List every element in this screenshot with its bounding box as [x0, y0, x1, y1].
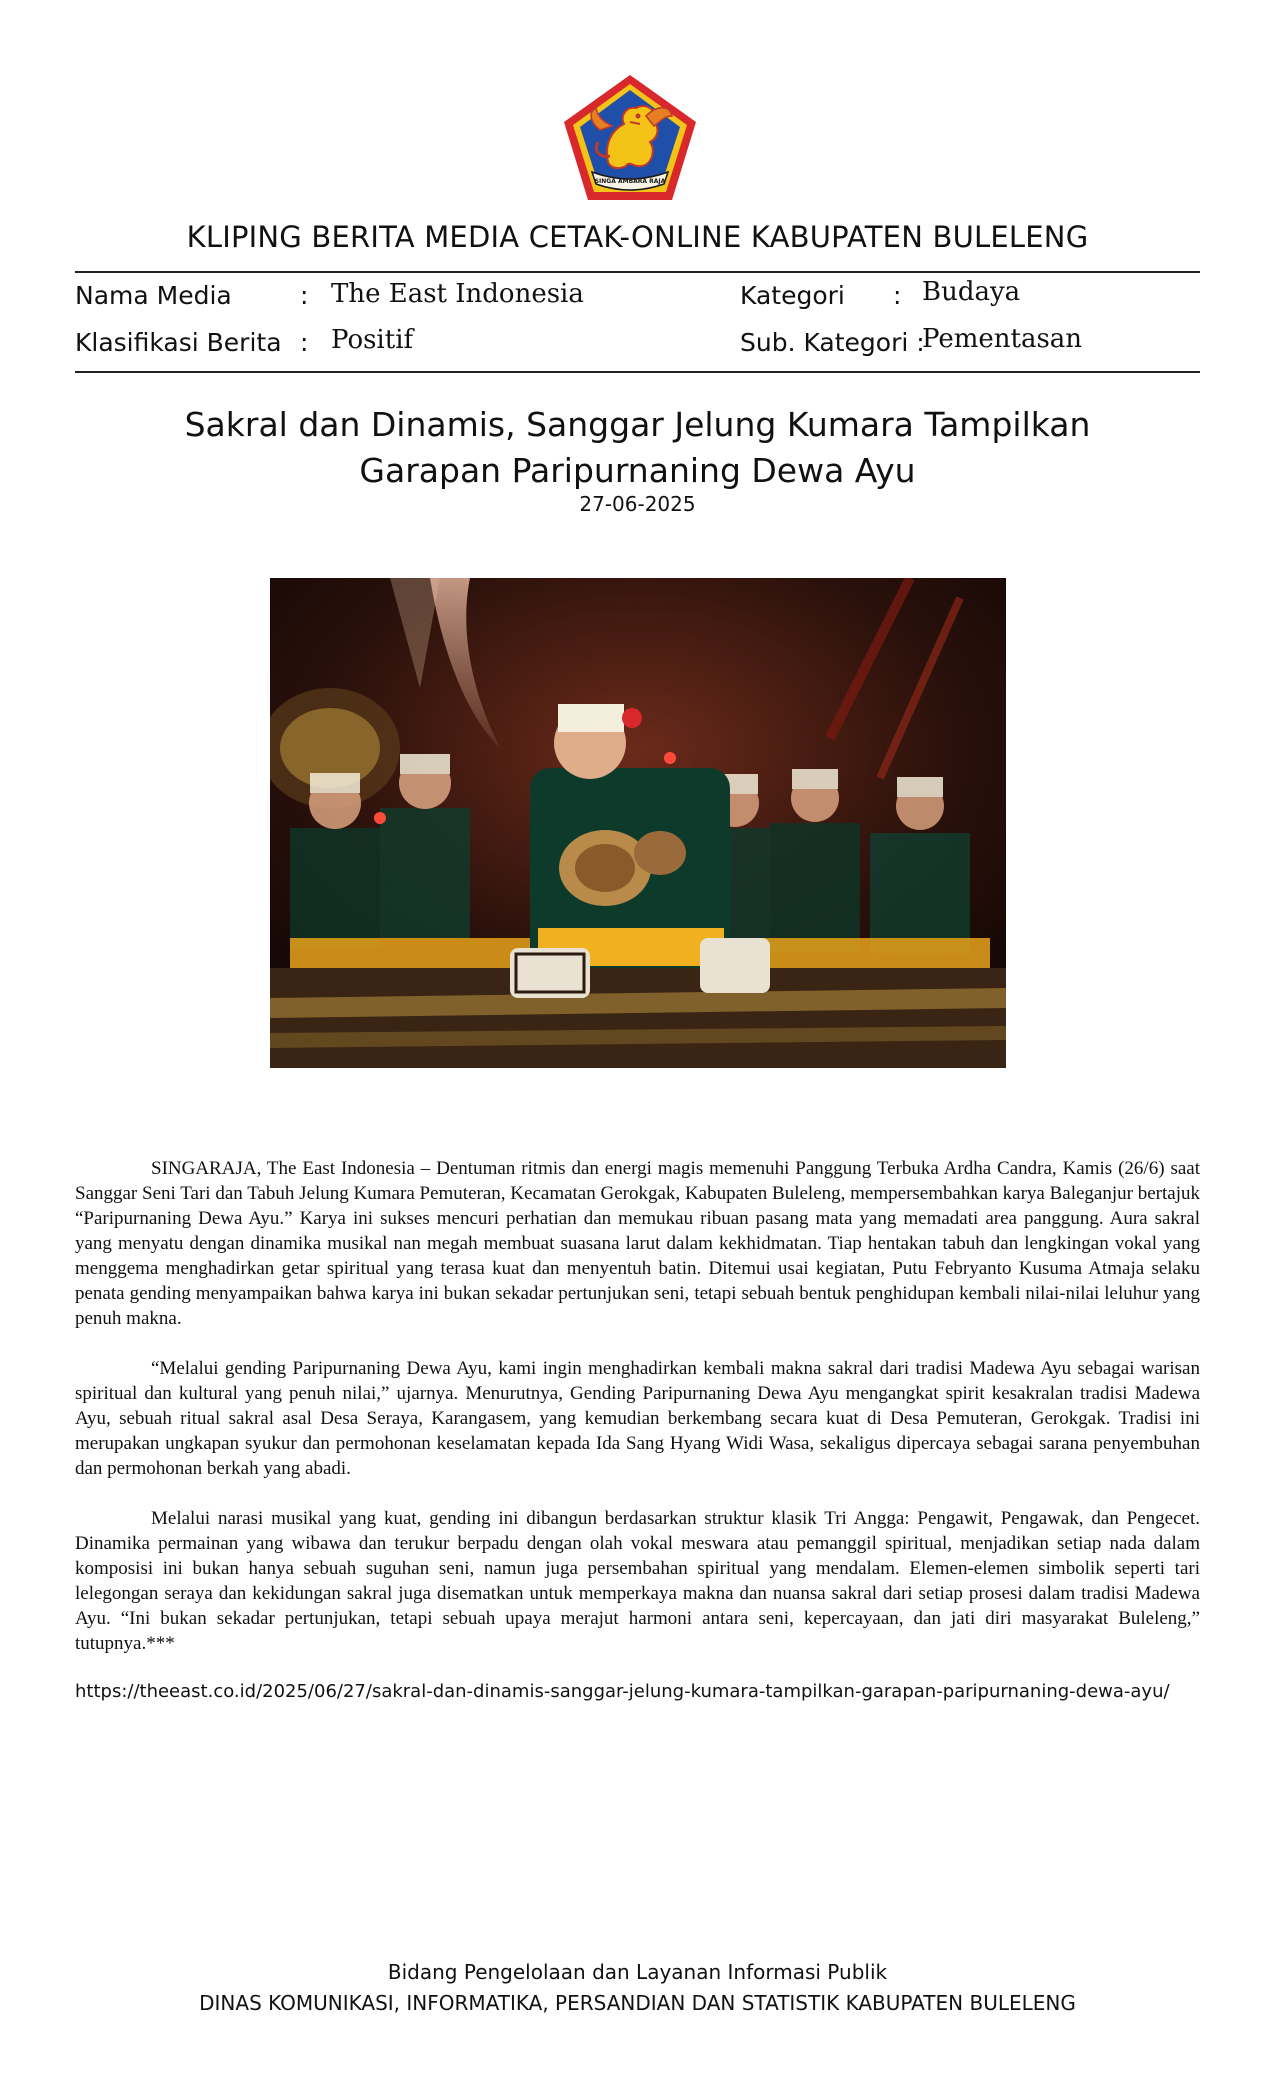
sub-kategori-label: Sub. Kategori :	[740, 328, 925, 357]
article-body	[75, 1156, 1200, 1681]
header-divider-bottom	[75, 371, 1200, 373]
nama-media-colon: :	[300, 281, 309, 310]
logo-banner-text: SINGA AMBARA RAJA	[594, 178, 666, 185]
footer-department: Bidang Pengelolaan dan Layanan Informasi Publik	[387, 1960, 888, 1984]
baleganjur-performance-photo-icon	[270, 578, 1006, 1068]
article-paragraph-2: “Melalui gending Paripurnaning Dewa Ayu, kami ingin menghadirkan kembali makna sakral dari tradisi Madewa Ayu sebagai warisan spiritual dan kultural yang penuh nilai,” ujarnya. Menurutnya, Gending Paripurnaning Dewa Ayu mengangkat spirit kesakralan tradisi Madewa Ayu, sebuah ritual sakral asal Desa Seraya, Karangasem, yang kemudian berkembang secara kuat di Desa Pemuteran, Gerokgak. Tradisi ini merupakan ungkapan syukur dan permohonan keselamatan kepada Ida Sang Hyang Widi Wasa, sekaligus dipercaya sebagai sarana penyembuhan dan permohonan berkah yang abadi.	[75, 1358, 1200, 1479]
article-date: 27-06-2025	[579, 492, 696, 516]
kategori-colon: :	[893, 281, 902, 310]
singa-ambara-raja-emblem-icon	[560, 72, 700, 204]
source-url-link[interactable]: https://theeast.co.id/2025/06/27/sakral-dan-dinamis-sanggar-jelung-kumara-tampilkan-garapan-paripurnaning-dewa-ayu/	[75, 1681, 1170, 1702]
klasifikasi-berita-label: Klasifikasi Berita	[75, 328, 282, 357]
footer-agency: DINAS KOMUNIKASI, INFORMATIKA, PERSANDIAN DAN STATISTIK KABUPATEN BULELENG	[199, 1991, 1076, 2015]
klasifikasi-berita-colon: :	[300, 328, 309, 357]
clipping-header-title: KLIPING BERITA MEDIA CETAK-ONLINE KABUPATEN BULELENG	[186, 220, 1089, 254]
article-paragraph-3: Melalui narasi musikal yang kuat, gending ini dibangun berdasarkan struktur klasik Tri Angga: Pengawit, Pengawak, dan Pengecet. Dinamika permainan yang wibawa dan terukur berpadu dengan olah vokal meswara atau pemanggil spiritual, menjadikan setiap nada dalam komposisi ini bukan hanya sebuah suguhan seni, namun juga persembahan spiritual yang mendalam. Elemen-elemen simbolik seperti tari lelegongan seraya dan kekidungan sakral juga disematkan untuk memperkaya makna dan nuansa sakral dari setiap prosesi dalam tradisi Madewa Ayu. “Ini bukan sekadar pertunjukan, tetapi sebuah upaya merajut harmoni antara seni, kepercayaan, dan jati diri masyarakat Buleleng,” tutupnya.***	[75, 1508, 1200, 1654]
klasifikasi-berita-value: Positif	[331, 325, 414, 355]
article-paragraph-1: SINGARAJA, The East Indonesia – Dentuman ritmis dan energi magis memenuhi Panggung Terbuka Ardha Candra, Kamis (26/6) saat Sanggar Seni Tari dan Tabuh Jelung Kumara Pemuteran, Kecamatan Gerokgak, Kabupaten Buleleng, mempersembahkan karya Baleganjur bertajuk “Paripurnaning Dewa Ayu.” Karya ini sukses mencuri perhatian dan memukau ribuan pasang mata yang memadati area panggung. Aura sakral yang menyatu dengan dinamika musikal nan megah membuat suasana larut dalam kekhidmatan. Tiap hentakan tabuh dan lengkingan vokal yang menggema menghadirkan getar spiritual yang terasa kuat dan menyentuh batin. Ditemui usai kegiatan, Putu Febryanto Kusuma Atmaja selaku penata gending menyampaikan bahwa karya ini bukan sekadar pertunjukan seni, tetapi sebuah bentuk penghidupan kembali nilai-nilai leluhur yang penuh makna.	[75, 1158, 1200, 1329]
header-divider-top	[75, 271, 1200, 273]
article-title: Sakral dan Dinamis, Sanggar Jelung Kumara Tampilkan Garapan Paripurnaning Dewa Ayu	[184, 405, 1091, 490]
nama-media-value: The East Indonesia	[331, 279, 584, 309]
sub-kategori-value: Pementasan	[922, 324, 1083, 354]
nama-media-label: Nama Media	[75, 281, 232, 310]
kategori-label: Kategori	[740, 281, 845, 310]
kategori-value: Budaya	[922, 277, 1021, 307]
